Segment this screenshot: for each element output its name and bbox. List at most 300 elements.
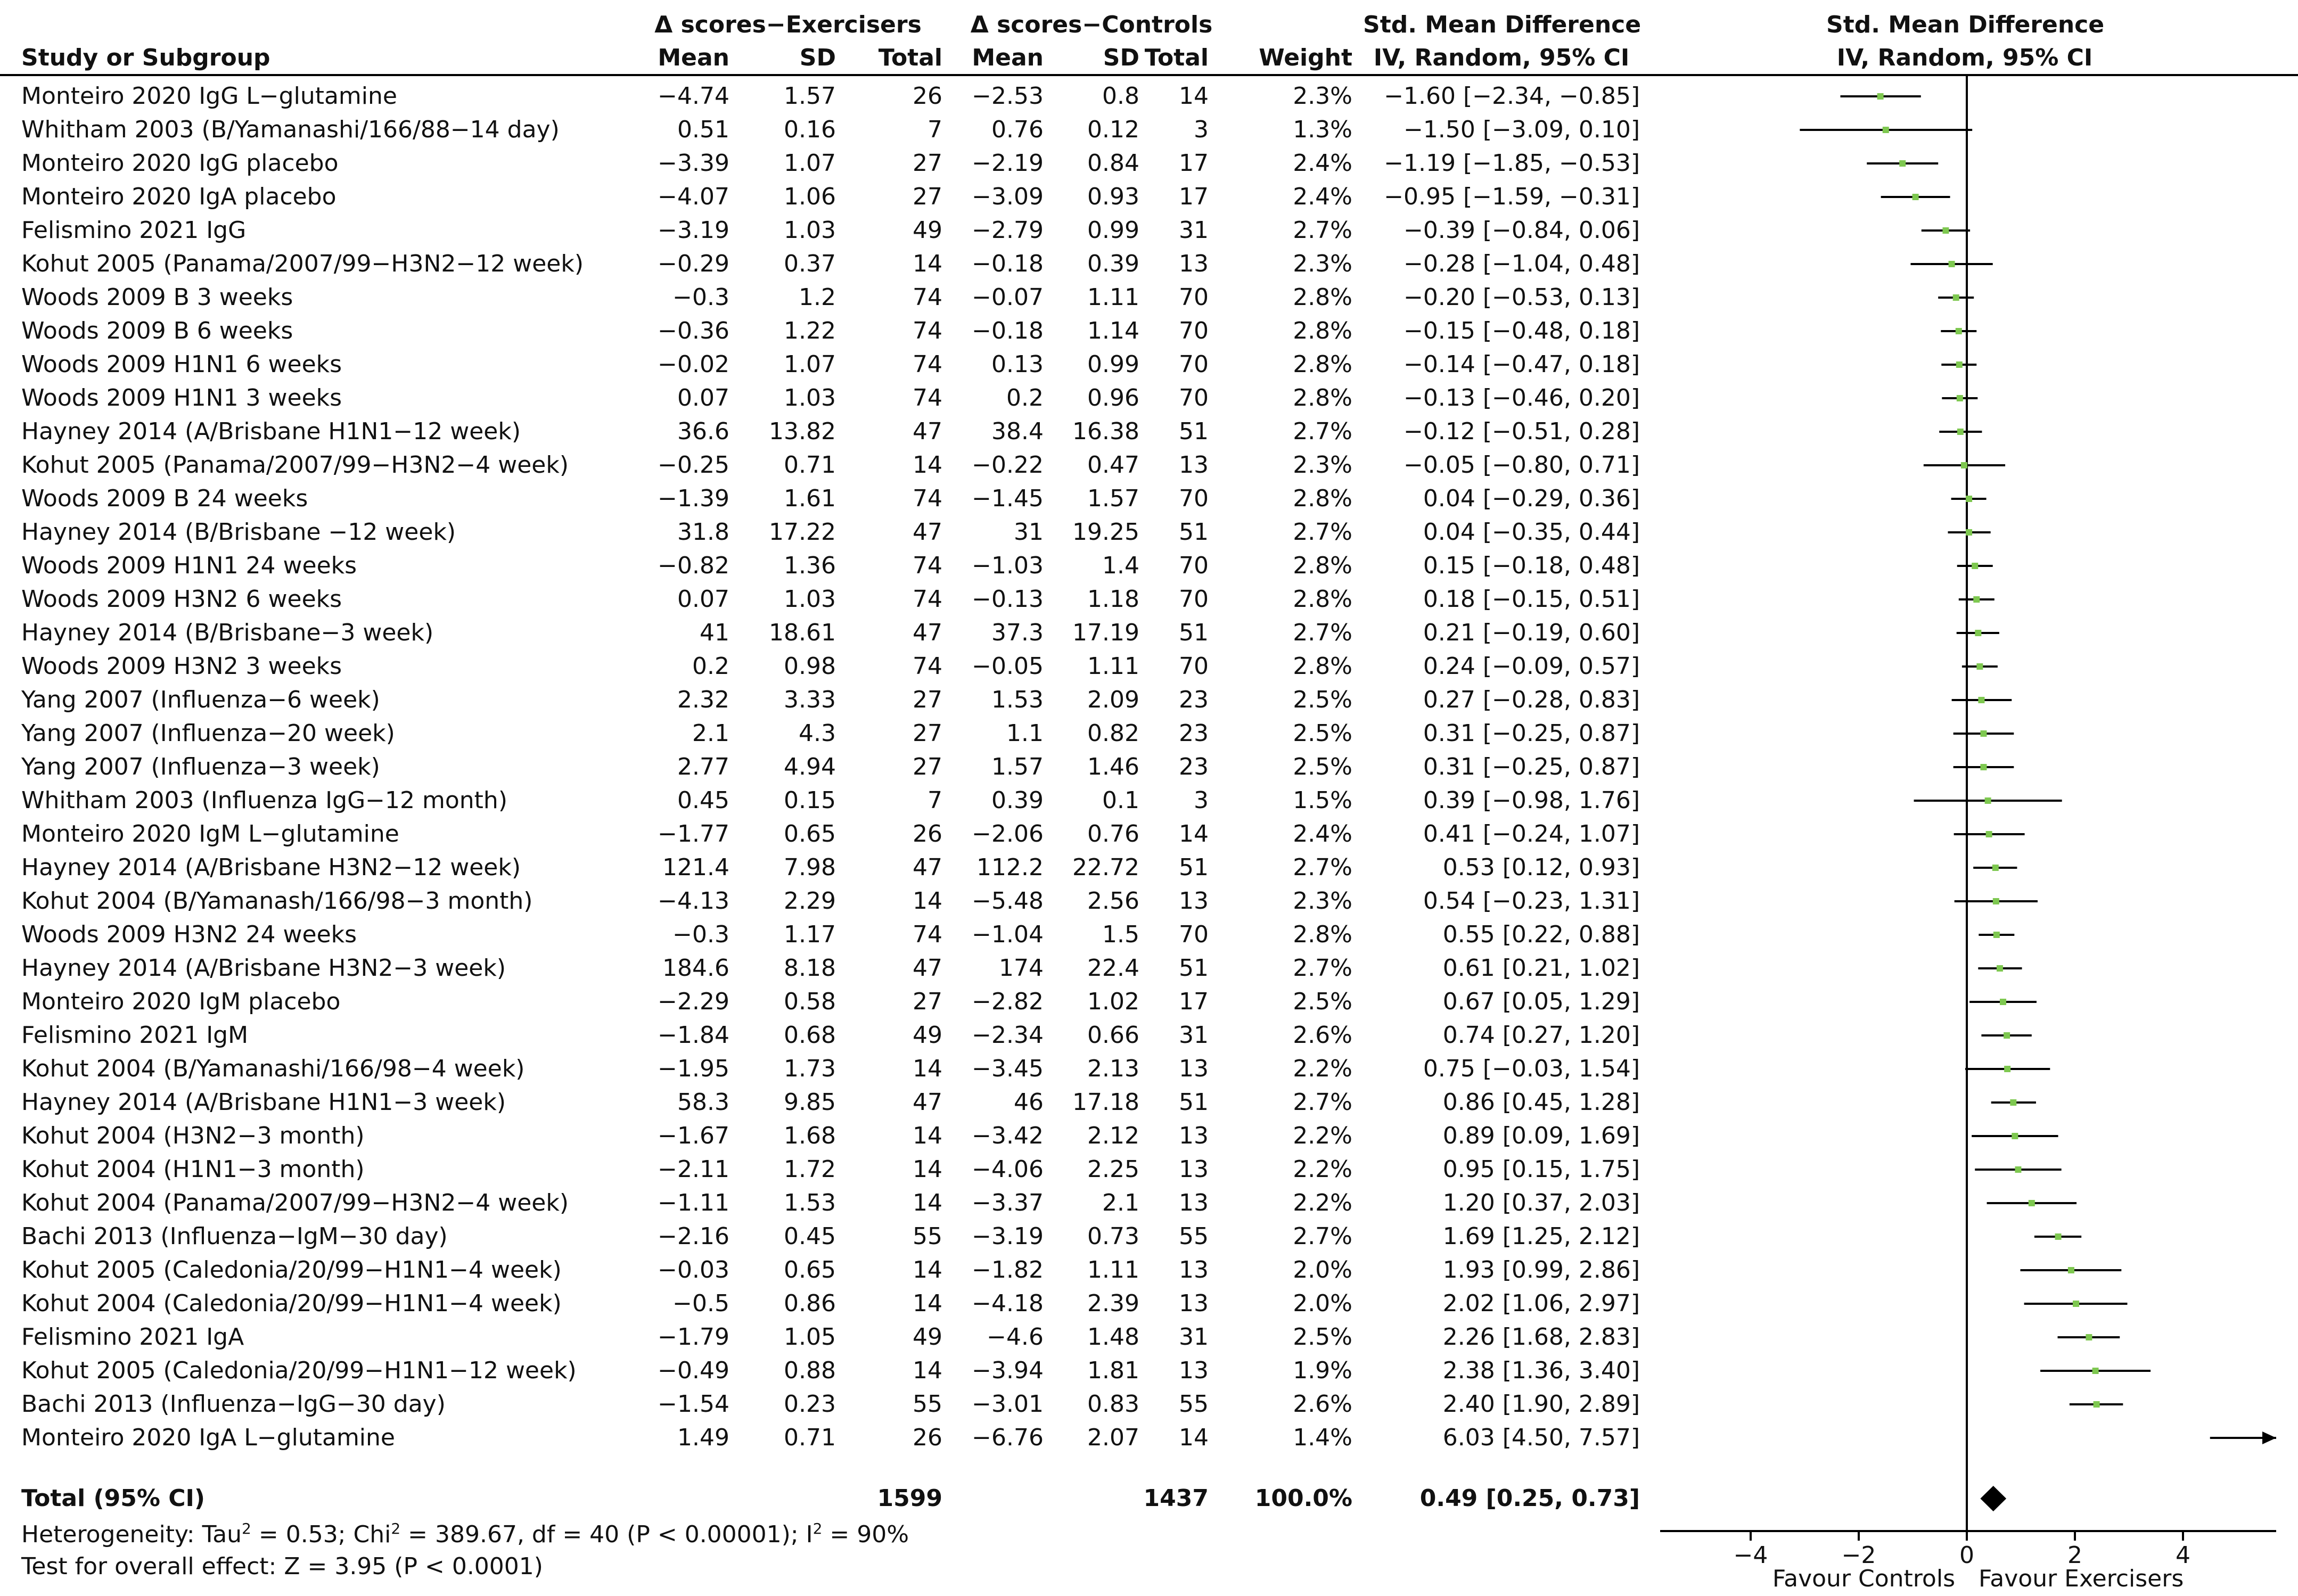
sd-controls: 0.83 xyxy=(1087,1391,1139,1418)
sd-exercisers: 0.37 xyxy=(784,250,836,277)
total-label: Total (95% CI) xyxy=(21,1485,206,1512)
sd-controls: 17.19 xyxy=(1072,619,1139,646)
weight: 2.6% xyxy=(1293,1391,1352,1418)
mean-exercisers: −1.79 xyxy=(658,1323,729,1351)
mean-controls: −4.6 xyxy=(987,1323,1044,1351)
total-exercisers: 14 xyxy=(913,1357,942,1384)
sd-controls: 1.11 xyxy=(1087,1256,1139,1284)
mean-exercisers: −0.3 xyxy=(672,921,729,948)
study-name: Kohut 2005 (Caledonia/20/99−H1N1−12 week) xyxy=(21,1357,577,1384)
sd-controls: 1.46 xyxy=(1087,753,1139,780)
point-estimate xyxy=(1956,361,1963,368)
study-name: Woods 2009 H3N2 6 weeks xyxy=(21,586,342,613)
sd-exercisers: 0.65 xyxy=(784,820,836,848)
total-exercisers: 27 xyxy=(913,686,942,713)
total-controls: 13 xyxy=(1179,250,1209,277)
point-estimate xyxy=(1953,294,1959,301)
total-controls: 17 xyxy=(1179,150,1209,177)
mean-controls: −2.06 xyxy=(972,820,1044,848)
mean-exercisers: −1.54 xyxy=(658,1391,729,1418)
smd-ci: 0.24 [−0.09, 0.57] xyxy=(1423,653,1640,680)
mean-controls: −3.37 xyxy=(972,1189,1044,1216)
mean-exercisers: −1.11 xyxy=(658,1189,729,1216)
smd-ci: 0.95 [0.15, 1.75] xyxy=(1442,1156,1640,1183)
point-estimate xyxy=(1961,462,1967,468)
total-controls: 3 xyxy=(1194,116,1209,143)
mean-controls: −3.01 xyxy=(972,1391,1044,1418)
mean-exercisers: −2.16 xyxy=(658,1223,729,1250)
point-estimate xyxy=(2015,1166,2021,1173)
total-exercisers: 49 xyxy=(913,1022,942,1049)
sd-exercisers: 1.17 xyxy=(784,921,836,948)
sd-exercisers: 0.16 xyxy=(784,116,836,143)
total-controls: 70 xyxy=(1179,921,1209,948)
sd-controls: 1.81 xyxy=(1087,1357,1139,1384)
point-estimate xyxy=(1899,160,1906,167)
smd-ci: 0.31 [−0.25, 0.87] xyxy=(1423,753,1640,780)
total-exercisers: 49 xyxy=(913,217,942,244)
sd-exercisers: 1.2 xyxy=(799,284,836,311)
total-exercisers: 74 xyxy=(913,384,942,412)
total-controls: 55 xyxy=(1179,1223,1209,1250)
total-exercisers: 27 xyxy=(913,720,942,747)
mean-exercisers: 36.6 xyxy=(677,418,729,445)
smd-ci: 0.39 [−0.98, 1.76] xyxy=(1423,787,1640,814)
total-exercisers: 14 xyxy=(913,1055,942,1082)
sd-exercisers: 0.98 xyxy=(784,653,836,680)
total-exercisers: 7 xyxy=(928,787,942,814)
total-weight: 100.0% xyxy=(1254,1485,1352,1512)
total-controls: 14 xyxy=(1179,820,1209,848)
study-name: Whitham 2003 (Influenza IgG−12 month) xyxy=(21,787,507,814)
sd-controls: 22.4 xyxy=(1087,955,1139,982)
study-name: Felismino 2021 IgM xyxy=(21,1022,249,1049)
study-name: Yang 2007 (Influenza−6 week) xyxy=(21,686,380,713)
mean-controls: 1.53 xyxy=(991,686,1044,713)
weight: 2.2% xyxy=(1293,1055,1352,1082)
study-name: Yang 2007 (Influenza−3 week) xyxy=(21,753,380,780)
mean-controls: −1.03 xyxy=(972,552,1044,579)
mean-exercisers: 121.4 xyxy=(662,854,729,881)
mean-controls: −0.18 xyxy=(972,250,1044,277)
point-estimate xyxy=(1973,596,1980,603)
mean-controls: −4.06 xyxy=(972,1156,1044,1183)
sd-exercisers: 1.57 xyxy=(784,83,836,110)
total-exercisers: 14 xyxy=(913,451,942,479)
sd-controls: 0.99 xyxy=(1087,217,1139,244)
mean-controls: 46 xyxy=(1014,1089,1044,1116)
mean-controls: −1.45 xyxy=(972,485,1044,512)
superscript: 2 xyxy=(242,1520,251,1537)
smd-ci: 0.27 [−0.28, 0.83] xyxy=(1423,686,1640,713)
sd-controls: 1.11 xyxy=(1087,284,1139,311)
smd-ci: 0.18 [−0.15, 0.51] xyxy=(1423,586,1640,613)
total-exercisers: 27 xyxy=(913,183,942,210)
total-controls: 70 xyxy=(1179,317,1209,344)
total-controls: 23 xyxy=(1179,720,1209,747)
sd-exercisers: 4.94 xyxy=(784,753,836,780)
study-name: Kohut 2004 (H1N1−3 month) xyxy=(21,1156,365,1183)
smd-ci: 0.54 [−0.23, 1.31] xyxy=(1423,887,1640,915)
total-controls: 23 xyxy=(1179,753,1209,780)
total-exercisers: 14 xyxy=(913,1156,942,1183)
weight: 1.9% xyxy=(1293,1357,1352,1384)
mean-controls: −2.53 xyxy=(972,83,1044,110)
weight: 2.3% xyxy=(1293,887,1352,915)
sd-controls: 1.02 xyxy=(1087,988,1139,1015)
weight: 2.8% xyxy=(1293,653,1352,680)
point-estimate xyxy=(2068,1267,2074,1273)
mean-exercisers: −1.95 xyxy=(658,1055,729,1082)
col-header-total-exercisers: Total xyxy=(878,44,942,71)
weight: 2.4% xyxy=(1293,183,1352,210)
sd-controls: 0.66 xyxy=(1087,1022,1139,1049)
study-name: Kohut 2004 (H3N2−3 month) xyxy=(21,1122,365,1149)
total-controls: 14 xyxy=(1179,1424,1209,1451)
sd-controls: 2.13 xyxy=(1087,1055,1139,1082)
mean-exercisers: 0.2 xyxy=(692,653,729,680)
total-controls: 70 xyxy=(1179,485,1209,512)
total-controls: 23 xyxy=(1179,686,1209,713)
mean-exercisers: 31.8 xyxy=(677,519,729,546)
sd-controls: 1.4 xyxy=(1102,552,1139,579)
total-exercisers: 14 xyxy=(913,887,942,915)
mean-controls: 0.13 xyxy=(991,351,1044,378)
total-exercisers: 74 xyxy=(913,485,942,512)
smd-ci: 0.53 [0.12, 0.93] xyxy=(1442,854,1640,881)
sd-controls: 0.99 xyxy=(1087,351,1139,378)
weight: 2.6% xyxy=(1293,1022,1352,1049)
mean-controls: 1.57 xyxy=(991,753,1044,780)
total-n-controls: 1437 xyxy=(1143,1485,1209,1512)
study-name: Kohut 2005 (Panama/2007/99−H3N2−4 week) xyxy=(21,451,569,479)
smd-ci: 2.40 [1.90, 2.89] xyxy=(1442,1391,1640,1418)
total-controls: 14 xyxy=(1179,83,1209,110)
total-controls: 13 xyxy=(1179,1156,1209,1183)
weight: 2.8% xyxy=(1293,921,1352,948)
total-exercisers: 14 xyxy=(913,250,942,277)
smd-ci: 1.69 [1.25, 2.12] xyxy=(1442,1223,1640,1250)
mean-controls: 37.3 xyxy=(991,619,1044,646)
group-header-controls: Δ scores−Controls xyxy=(970,11,1213,38)
sd-exercisers: 0.58 xyxy=(784,988,836,1015)
point-estimate xyxy=(1956,328,1962,334)
weight: 2.7% xyxy=(1293,519,1352,546)
col-header-ci-table: IV, Random, 95% CI xyxy=(1373,44,1630,71)
effect-header-plot: Std. Mean Difference xyxy=(1826,11,2105,38)
weight: 2.5% xyxy=(1293,686,1352,713)
smd-ci: 2.26 [1.68, 2.83] xyxy=(1442,1323,1640,1351)
weight: 2.4% xyxy=(1293,820,1352,848)
weight: 2.7% xyxy=(1293,619,1352,646)
mean-controls: −0.18 xyxy=(972,317,1044,344)
total-controls: 31 xyxy=(1179,1323,1209,1351)
study-name: Kohut 2005 (Caledonia/20/99−H1N1−4 week) xyxy=(21,1256,562,1284)
mean-controls: −1.04 xyxy=(972,921,1044,948)
total-controls: 13 xyxy=(1179,887,1209,915)
total-exercisers: 14 xyxy=(913,1290,942,1317)
mean-controls: −2.82 xyxy=(972,988,1044,1015)
smd-ci: −0.28 [−1.04, 0.48] xyxy=(1404,250,1640,277)
mean-controls: 31 xyxy=(1014,519,1044,546)
point-estimate xyxy=(1997,965,2003,972)
total-controls: 17 xyxy=(1179,988,1209,1015)
mean-exercisers: 2.1 xyxy=(692,720,729,747)
mean-exercisers: 58.3 xyxy=(677,1089,729,1116)
ci-arrow xyxy=(2262,1432,2276,1444)
heterogeneity-part-d: = 90% xyxy=(822,1521,909,1548)
total-exercisers: 55 xyxy=(913,1391,942,1418)
mean-controls: 1.1 xyxy=(1006,720,1044,747)
superscript: 2 xyxy=(391,1520,401,1537)
weight: 2.8% xyxy=(1293,317,1352,344)
weight: 2.8% xyxy=(1293,552,1352,579)
sd-exercisers: 1.68 xyxy=(784,1122,836,1149)
sd-controls: 2.25 xyxy=(1087,1156,1139,1183)
sd-exercisers: 9.85 xyxy=(784,1089,836,1116)
total-exercisers: 14 xyxy=(913,1256,942,1284)
heterogeneity-part-b: = 0.53; Chi xyxy=(251,1521,391,1548)
sd-controls: 1.57 xyxy=(1087,485,1139,512)
total-controls: 51 xyxy=(1179,519,1209,546)
study-name: Yang 2007 (Influenza−20 week) xyxy=(21,720,395,747)
smd-ci: 0.55 [0.22, 0.88] xyxy=(1442,921,1640,948)
sd-controls: 0.96 xyxy=(1087,384,1139,412)
col-header-mean-controls: Mean xyxy=(972,44,1044,71)
sd-controls: 0.76 xyxy=(1087,820,1139,848)
point-estimate xyxy=(1942,227,1949,234)
smd-ci: −1.60 [−2.34, −0.85] xyxy=(1384,83,1640,110)
total-controls: 13 xyxy=(1179,1055,1209,1082)
point-estimate xyxy=(1883,127,1889,133)
total-exercisers: 14 xyxy=(913,1122,942,1149)
smd-ci: 6.03 [4.50, 7.57] xyxy=(1442,1424,1640,1451)
mean-exercisers: −3.19 xyxy=(658,217,729,244)
point-estimate xyxy=(1980,764,1987,770)
mean-exercisers: −0.02 xyxy=(658,351,729,378)
total-exercisers: 14 xyxy=(913,1189,942,1216)
point-estimate xyxy=(2029,1200,2035,1206)
smd-ci: 0.04 [−0.35, 0.44] xyxy=(1423,519,1640,546)
sd-controls: 2.39 xyxy=(1087,1290,1139,1317)
col-header-study: Study or Subgroup xyxy=(21,44,270,71)
weight: 2.2% xyxy=(1293,1156,1352,1183)
point-estimate xyxy=(2004,1066,2010,1072)
study-name: Kohut 2005 (Panama/2007/99−H3N2−12 week) xyxy=(21,250,584,277)
smd-ci: 1.20 [0.37, 2.03] xyxy=(1442,1189,1640,1216)
sd-exercisers: 1.06 xyxy=(784,183,836,210)
study-name: Woods 2009 H3N2 24 weeks xyxy=(21,921,357,948)
study-name: Hayney 2014 (A/Brisbane H1N1−12 week) xyxy=(21,418,521,445)
mean-controls: 38.4 xyxy=(991,418,1044,445)
sd-exercisers: 1.36 xyxy=(784,552,836,579)
mean-exercisers: 2.77 xyxy=(677,753,729,780)
smd-ci: −0.39 [−0.84, 0.06] xyxy=(1404,217,1640,244)
mean-controls: −3.94 xyxy=(972,1357,1044,1384)
total-exercisers: 49 xyxy=(913,1323,942,1351)
smd-ci: −1.50 [−3.09, 0.10] xyxy=(1404,116,1640,143)
heterogeneity-part-c: = 389.67, df = 40 (P < 0.00001); I xyxy=(400,1521,813,1548)
mean-exercisers: 0.07 xyxy=(677,586,729,613)
point-estimate xyxy=(1957,395,1963,401)
sd-exercisers: 0.71 xyxy=(784,1424,836,1451)
sd-controls: 0.1 xyxy=(1102,787,1139,814)
total-exercisers: 74 xyxy=(913,552,942,579)
study-name: Bachi 2013 (Influenza−IgM−30 day) xyxy=(21,1223,448,1250)
mean-exercisers: 41 xyxy=(700,619,729,646)
sd-exercisers: 0.88 xyxy=(784,1357,836,1384)
mean-exercisers: −0.03 xyxy=(658,1256,729,1284)
mean-controls: −0.13 xyxy=(972,586,1044,613)
point-estimate xyxy=(1966,529,1972,536)
study-name: Felismino 2021 IgA xyxy=(21,1323,244,1351)
sd-exercisers: 1.07 xyxy=(784,150,836,177)
x-tick-label: 4 xyxy=(2176,1542,2190,1569)
mean-exercisers: −0.36 xyxy=(658,317,729,344)
mean-exercisers: 184.6 xyxy=(662,955,729,982)
mean-exercisers: 0.51 xyxy=(677,116,729,143)
weight: 2.8% xyxy=(1293,485,1352,512)
sd-exercisers: 1.07 xyxy=(784,351,836,378)
sd-controls: 2.09 xyxy=(1087,686,1139,713)
mean-exercisers: −0.5 xyxy=(672,1290,729,1317)
point-estimate xyxy=(1980,730,1987,737)
col-header-sd-controls: SD xyxy=(1103,44,1139,71)
mean-exercisers: −1.39 xyxy=(658,485,729,512)
total-controls: 3 xyxy=(1194,787,1209,814)
point-estimate xyxy=(1986,831,1992,837)
total-controls: 55 xyxy=(1179,1391,1209,1418)
total-controls: 51 xyxy=(1179,955,1209,982)
col-header-total-controls: Total xyxy=(1144,44,1209,71)
study-name: Hayney 2014 (B/Brisbane−3 week) xyxy=(21,619,434,646)
sd-exercisers: 18.61 xyxy=(769,619,836,646)
total-exercisers: 26 xyxy=(913,820,942,848)
mean-controls: −4.18 xyxy=(972,1290,1044,1317)
weight: 2.5% xyxy=(1293,753,1352,780)
total-controls: 51 xyxy=(1179,854,1209,881)
smd-ci: 1.93 [0.99, 2.86] xyxy=(1442,1256,1640,1284)
total-n-exercisers: 1599 xyxy=(877,1485,942,1512)
mean-controls: −2.34 xyxy=(972,1022,1044,1049)
point-estimate xyxy=(1975,630,1981,636)
total-exercisers: 47 xyxy=(913,619,942,646)
weight: 2.3% xyxy=(1293,250,1352,277)
overall-effect-text: Test for overall effect: Z = 3.95 (P < 0.0001) xyxy=(21,1553,543,1580)
sd-exercisers: 1.03 xyxy=(784,384,836,412)
sd-exercisers: 8.18 xyxy=(784,955,836,982)
smd-ci: −1.19 [−1.85, −0.53] xyxy=(1384,150,1640,177)
total-exercisers: 47 xyxy=(913,418,942,445)
smd-ci: 0.41 [−0.24, 1.07] xyxy=(1423,820,1640,848)
sd-exercisers: 1.61 xyxy=(784,485,836,512)
total-exercisers: 74 xyxy=(913,317,942,344)
study-name: Kohut 2004 (B/Yamanashi/166/98−4 week) xyxy=(21,1055,525,1082)
weight: 2.2% xyxy=(1293,1122,1352,1149)
sd-controls: 0.84 xyxy=(1087,150,1139,177)
sd-controls: 17.18 xyxy=(1072,1089,1139,1116)
point-estimate xyxy=(1985,797,1991,804)
weight: 2.5% xyxy=(1293,720,1352,747)
pooled-diamond xyxy=(1980,1486,2006,1511)
weight: 1.4% xyxy=(1293,1424,1352,1451)
mean-controls: 0.76 xyxy=(991,116,1044,143)
total-exercisers: 74 xyxy=(913,284,942,311)
sd-exercisers: 0.45 xyxy=(784,1223,836,1250)
smd-ci: −0.15 [−0.48, 0.18] xyxy=(1404,317,1640,344)
total-controls: 13 xyxy=(1179,1290,1209,1317)
total-controls: 70 xyxy=(1179,552,1209,579)
point-estimate xyxy=(1993,898,1999,904)
point-estimate xyxy=(2010,1099,2016,1106)
total-exercisers: 74 xyxy=(913,586,942,613)
weight: 2.4% xyxy=(1293,150,1352,177)
sd-exercisers: 0.71 xyxy=(784,451,836,479)
study-name: Monteiro 2020 IgA placebo xyxy=(21,183,337,210)
sd-exercisers: 0.68 xyxy=(784,1022,836,1049)
weight: 2.3% xyxy=(1293,451,1352,479)
col-header-mean-exercisers: Mean xyxy=(658,44,729,71)
smd-ci: −0.95 [−1.59, −0.31] xyxy=(1384,183,1640,210)
weight: 1.3% xyxy=(1293,116,1352,143)
sd-controls: 2.07 xyxy=(1087,1424,1139,1451)
point-estimate xyxy=(1993,932,2000,938)
mean-controls: 0.2 xyxy=(1006,384,1044,412)
mean-controls: −3.45 xyxy=(972,1055,1044,1082)
weight: 2.8% xyxy=(1293,351,1352,378)
mean-exercisers: 2.32 xyxy=(677,686,729,713)
mean-exercisers: −0.25 xyxy=(658,451,729,479)
superscript: 2 xyxy=(812,1520,823,1537)
mean-controls: −3.09 xyxy=(972,183,1044,210)
mean-controls: −0.22 xyxy=(972,451,1044,479)
study-name: Monteiro 2020 IgM placebo xyxy=(21,988,341,1015)
sd-controls: 1.5 xyxy=(1102,921,1139,948)
xlabel-favour-exercisers: Favour Exercisers xyxy=(1979,1565,2184,1592)
weight: 2.5% xyxy=(1293,1323,1352,1351)
mean-exercisers: −4.13 xyxy=(658,887,729,915)
mean-controls: −5.48 xyxy=(972,887,1044,915)
sd-controls: 1.14 xyxy=(1087,317,1139,344)
mean-exercisers: 0.07 xyxy=(677,384,729,412)
point-estimate xyxy=(2000,999,2006,1005)
study-name: Hayney 2014 (B/Brisbane −12 week) xyxy=(21,519,456,546)
sd-exercisers: 13.82 xyxy=(769,418,836,445)
total-exercisers: 55 xyxy=(913,1223,942,1250)
total-exercisers: 27 xyxy=(913,753,942,780)
total-controls: 70 xyxy=(1179,351,1209,378)
smd-ci: 2.02 [1.06, 2.97] xyxy=(1442,1290,1640,1317)
point-estimate xyxy=(1949,261,1955,267)
point-estimate xyxy=(1877,93,1884,100)
mean-controls: −2.79 xyxy=(972,217,1044,244)
total-controls: 51 xyxy=(1179,619,1209,646)
study-name: Kohut 2004 (Panama/2007/99−H3N2−4 week) xyxy=(21,1189,569,1216)
sd-exercisers: 1.05 xyxy=(784,1323,836,1351)
study-name: Hayney 2014 (A/Brisbane H3N2−3 week) xyxy=(21,955,506,982)
point-estimate xyxy=(1992,865,1999,871)
weight: 2.7% xyxy=(1293,217,1352,244)
sd-exercisers: 1.03 xyxy=(784,586,836,613)
total-controls: 13 xyxy=(1179,1189,1209,1216)
weight: 2.8% xyxy=(1293,586,1352,613)
mean-controls: 0.39 xyxy=(991,787,1044,814)
point-estimate xyxy=(2012,1133,2018,1139)
sd-exercisers: 1.53 xyxy=(784,1189,836,1216)
weight: 2.7% xyxy=(1293,955,1352,982)
study-name: Woods 2009 H1N1 3 weeks xyxy=(21,384,342,412)
study-name: Woods 2009 B 3 weeks xyxy=(21,284,293,311)
